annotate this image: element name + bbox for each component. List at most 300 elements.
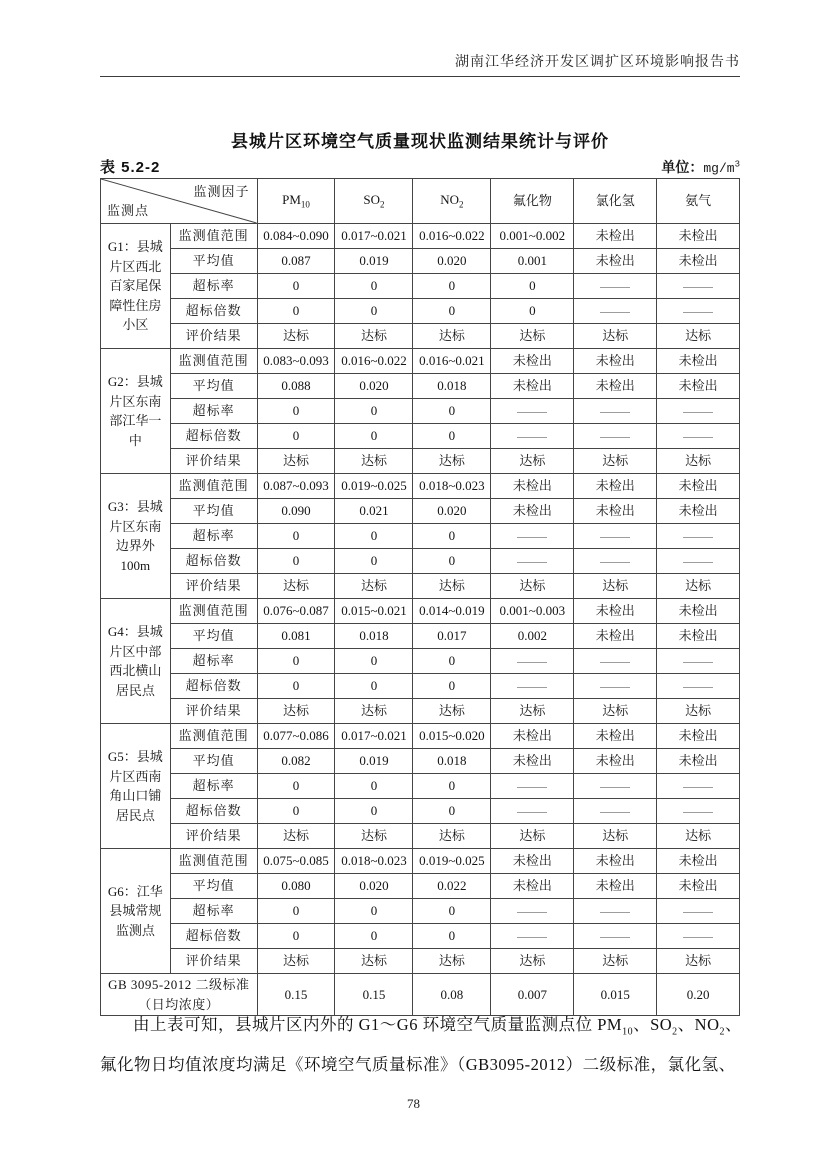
table-cell: 0.020 [413, 249, 491, 274]
row-label: 超标倍数 [170, 924, 257, 949]
table-cell: 0 [413, 424, 491, 449]
em-dash [600, 287, 630, 288]
table-cell: 0 [257, 549, 335, 574]
row-label: 评价结果 [170, 574, 257, 599]
page-number: 78 [407, 1096, 420, 1111]
table-cell: 未检出 [574, 224, 657, 249]
table-cell: 达标 [413, 824, 491, 849]
paragraph-text: 由上表可知，县城片区内外的 G1～G6 环境空气质量监测点位 PM [133, 1014, 623, 1034]
dash-cell [574, 549, 657, 574]
table-cell: 未检出 [574, 849, 657, 874]
table-cell: 未检出 [574, 499, 657, 524]
em-dash [600, 912, 630, 913]
monitor-point-label: G6：江华县城常规监测点 [101, 849, 171, 974]
table-cell: 0 [491, 274, 574, 299]
table-cell: 达标 [491, 324, 574, 349]
paragraph-text: 、氟化物日均值浓度均满足《环境空气质量标准》（GB3095-2012）二级标准，氯化氢、 [100, 1014, 742, 1074]
table-cell: 0 [335, 924, 413, 949]
table-cell: 达标 [335, 824, 413, 849]
table-cell: 达标 [413, 324, 491, 349]
table-cell: 0.15 [257, 974, 335, 1016]
em-dash [517, 787, 547, 788]
row-label: 监测值范围 [170, 474, 257, 499]
dash-cell [657, 799, 740, 824]
table-row [101, 274, 740, 299]
row-label: 平均值 [170, 499, 257, 524]
table-cell: 达标 [335, 324, 413, 349]
table-cell: 未检出 [491, 349, 574, 374]
table-row [101, 524, 740, 549]
table-cell: 达标 [574, 824, 657, 849]
dash-cell [657, 299, 740, 324]
table-cell: 0.001~0.002 [491, 224, 574, 249]
dash-cell [574, 774, 657, 799]
table-cell: 未检出 [491, 874, 574, 899]
corner-label-point: 监测点 [107, 202, 150, 218]
row-label: 平均值 [170, 749, 257, 774]
em-dash [600, 687, 630, 688]
table-cell: 0 [335, 399, 413, 424]
table-cell: 未检出 [491, 474, 574, 499]
unit-caption: 单位： [661, 159, 704, 175]
dash-cell [574, 424, 657, 449]
table-cell: 0 [257, 424, 335, 449]
table-cell: 0 [413, 274, 491, 299]
table-cell: 未检出 [657, 499, 740, 524]
table-row [101, 549, 740, 574]
table-cell: 0.087 [257, 249, 335, 274]
em-dash [600, 437, 630, 438]
table-row [101, 849, 740, 874]
em-dash [517, 937, 547, 938]
table-cell: 达标 [257, 574, 335, 599]
table-cell: 未检出 [657, 874, 740, 899]
table-cell: 0 [335, 774, 413, 799]
row-label: 监测值范围 [170, 724, 257, 749]
table-cell: 0.019~0.025 [335, 474, 413, 499]
table-cell: 0.020 [335, 874, 413, 899]
table-row [101, 749, 740, 774]
unit-value: mg/m [703, 161, 735, 176]
table-row [101, 674, 740, 699]
table-cell: 达标 [657, 824, 740, 849]
table-cell: 0 [257, 524, 335, 549]
table-cell: 达标 [413, 949, 491, 974]
table-cell: 0.022 [413, 874, 491, 899]
table-cell: 未检出 [657, 599, 740, 624]
dash-cell [491, 524, 574, 549]
table-row [101, 399, 740, 424]
table-row [101, 249, 740, 274]
table-cell: 0.080 [257, 874, 335, 899]
row-label: 平均值 [170, 249, 257, 274]
table-row [101, 799, 740, 824]
table-cell: 达标 [257, 449, 335, 474]
dash-cell [574, 924, 657, 949]
table-cell: 0.001~0.003 [491, 599, 574, 624]
table-cell: 未检出 [574, 724, 657, 749]
standard-label-line: GB 3095-2012 二级标准 [108, 977, 250, 992]
dash-cell [491, 399, 574, 424]
table-cell: 未检出 [491, 849, 574, 874]
table-cell: 0.019 [335, 249, 413, 274]
dash-cell [657, 674, 740, 699]
column-header: $PM_{10}$ [257, 179, 335, 224]
em-dash [683, 562, 713, 563]
table-cell: 0 [491, 299, 574, 324]
table-cell: 未检出 [657, 249, 740, 274]
table-cell: 达标 [491, 449, 574, 474]
dash-cell [574, 899, 657, 924]
table-cell: 未检出 [574, 374, 657, 399]
em-dash [517, 662, 547, 663]
table-cell: 未检出 [657, 349, 740, 374]
row-label: 平均值 [170, 374, 257, 399]
table-cell: 达标 [257, 824, 335, 849]
table-cell: 0.090 [257, 499, 335, 524]
table-cell: 0.016~0.021 [413, 349, 491, 374]
paragraph-text: 、NO [677, 1014, 720, 1034]
table-row [101, 449, 740, 474]
table-cell: 0.018 [335, 624, 413, 649]
dash-cell [657, 649, 740, 674]
table-cell: 0.081 [257, 624, 335, 649]
em-dash [600, 812, 630, 813]
table-cell: 0 [335, 299, 413, 324]
table-cell: 0 [257, 274, 335, 299]
em-dash [600, 412, 630, 413]
row-label: 超标率 [170, 899, 257, 924]
row-label: 平均值 [170, 874, 257, 899]
table-cell: 未检出 [657, 749, 740, 774]
table-cell: 0 [413, 549, 491, 574]
table-cell: 达标 [257, 949, 335, 974]
table-title: 县城片区环境空气质量现状监测结果统计与评价 [231, 132, 609, 151]
row-label: 评价结果 [170, 324, 257, 349]
dash-cell [574, 649, 657, 674]
table-row [101, 374, 740, 399]
table-cell: 0.020 [335, 374, 413, 399]
row-label: 超标倍数 [170, 549, 257, 574]
table-cell: 未检出 [491, 724, 574, 749]
em-dash [517, 562, 547, 563]
table-cell: 0.018 [413, 374, 491, 399]
table-meta [100, 151, 740, 177]
corner-label-factor: 监测因子 [193, 184, 250, 199]
em-dash [517, 412, 547, 413]
paragraph-subscript: 2 [672, 1025, 678, 1037]
em-dash [683, 662, 713, 663]
monitor-point-label: G5：县城片区西南角山口铺居民点 [101, 724, 171, 849]
body-paragraph [100, 1005, 742, 1086]
em-dash [683, 937, 713, 938]
table-cell: 达标 [657, 324, 740, 349]
table-cell: 达标 [574, 699, 657, 724]
paragraph-text: 、SO [633, 1014, 673, 1034]
table-cell: 达标 [335, 699, 413, 724]
dash-cell [574, 674, 657, 699]
table-cell: 达标 [413, 574, 491, 599]
dash-cell [491, 799, 574, 824]
table-row [101, 224, 740, 249]
monitor-point-label: G4：县城片区中部西北横山居民点 [101, 599, 171, 724]
column-header: 氨气 [657, 179, 740, 224]
dash-cell [657, 899, 740, 924]
row-label: 超标倍数 [170, 424, 257, 449]
table-cell: 0 [413, 524, 491, 549]
table-row [101, 324, 740, 349]
standard-label-line: （日均浓度） [138, 996, 220, 1012]
table-cell: 0.015~0.020 [413, 724, 491, 749]
table-cell: 0.019~0.025 [413, 849, 491, 874]
table-cell: 0 [335, 649, 413, 674]
table-cell: 达标 [491, 949, 574, 974]
table-cell: 达标 [574, 574, 657, 599]
row-label: 超标倍数 [170, 299, 257, 324]
row-label: 评价结果 [170, 949, 257, 974]
table-row [101, 599, 740, 624]
dash-cell [574, 799, 657, 824]
table-cell: 0.087~0.093 [257, 474, 335, 499]
em-dash [600, 312, 630, 313]
table-cell: 未检出 [574, 349, 657, 374]
table-cell: 0.002 [491, 624, 574, 649]
dash-cell [657, 274, 740, 299]
em-dash [517, 437, 547, 438]
table-cell: 0 [257, 924, 335, 949]
dash-cell [491, 924, 574, 949]
table-row [101, 699, 740, 724]
dash-cell [574, 299, 657, 324]
table-cell: 0 [335, 674, 413, 699]
table-cell: 0 [335, 524, 413, 549]
table-cell: 未检出 [657, 849, 740, 874]
table-cell: 未检出 [574, 249, 657, 274]
paragraph-subscript: 10 [622, 1025, 634, 1037]
em-dash [683, 812, 713, 813]
table-header-row [101, 179, 740, 224]
table-cell: 达标 [574, 949, 657, 974]
em-dash [517, 912, 547, 913]
em-dash [517, 537, 547, 538]
em-dash [600, 662, 630, 663]
table-row [101, 299, 740, 324]
dash-cell [491, 549, 574, 574]
table-cell: 0.017 [413, 624, 491, 649]
row-label: 超标率 [170, 774, 257, 799]
table-cell: 0 [257, 649, 335, 674]
table-cell: 0.083~0.093 [257, 349, 335, 374]
table-cell: 0 [257, 899, 335, 924]
dash-cell [491, 424, 574, 449]
header-divider [100, 76, 740, 77]
dash-cell [657, 524, 740, 549]
table-cell: 达标 [491, 574, 574, 599]
column-header: 氯化氢 [574, 179, 657, 224]
table-row [101, 499, 740, 524]
dash-cell [491, 674, 574, 699]
table-cell: 0 [335, 424, 413, 449]
table-cell: 0.018~0.023 [413, 474, 491, 499]
table-cell: 0.018~0.023 [335, 849, 413, 874]
table-cell: 未检出 [491, 374, 574, 399]
row-label: 超标率 [170, 274, 257, 299]
table-cell: 0 [257, 774, 335, 799]
em-dash [683, 912, 713, 913]
table-cell: 0.018 [413, 749, 491, 774]
table-cell: 达标 [335, 449, 413, 474]
table-cell: 0.020 [413, 499, 491, 524]
table-row [101, 349, 740, 374]
dash-cell [491, 774, 574, 799]
table-row [101, 899, 740, 924]
row-label: 超标率 [170, 649, 257, 674]
table-cell: 0 [257, 799, 335, 824]
table-cell: 达标 [574, 324, 657, 349]
table-cell: 0 [335, 799, 413, 824]
monitor-point-label: G2：县城片区东南部江华一中 [101, 349, 171, 474]
table-row [101, 474, 740, 499]
table-cell: 未检出 [574, 474, 657, 499]
corner-header-cell [101, 179, 258, 224]
column-header: 氟化物 [491, 179, 574, 224]
table-body [101, 224, 740, 1016]
paragraph-subscript: 2 [719, 1025, 725, 1037]
em-dash [517, 812, 547, 813]
table-cell: 0.084~0.090 [257, 224, 335, 249]
table-cell: 0.076~0.087 [257, 599, 335, 624]
table-cell: 达标 [335, 949, 413, 974]
row-label: 评价结果 [170, 449, 257, 474]
table-cell: 达标 [413, 699, 491, 724]
table-cell: 0 [413, 299, 491, 324]
em-dash [683, 312, 713, 313]
em-dash [683, 287, 713, 288]
table-unit [661, 157, 740, 177]
table-cell: 0.014~0.019 [413, 599, 491, 624]
table-cell: 未检出 [657, 624, 740, 649]
table-cell: 0.016~0.022 [335, 349, 413, 374]
em-dash [600, 537, 630, 538]
table-row [101, 624, 740, 649]
table-cell: 0 [413, 799, 491, 824]
row-label: 超标率 [170, 524, 257, 549]
table-cell: 达标 [657, 949, 740, 974]
dash-cell [657, 549, 740, 574]
table-cell: 未检出 [491, 499, 574, 524]
table-cell: 达标 [413, 449, 491, 474]
table-cell: 未检出 [657, 474, 740, 499]
table-cell: 0.015~0.021 [335, 599, 413, 624]
table-row [101, 649, 740, 674]
table-number-label: 表 5.2-2 [100, 159, 161, 176]
table-cell: 0.08 [413, 974, 491, 1016]
em-dash [600, 937, 630, 938]
dash-cell [574, 274, 657, 299]
dash-cell [657, 399, 740, 424]
table-row [101, 774, 740, 799]
table-row [101, 824, 740, 849]
table-cell: 0.088 [257, 374, 335, 399]
table-cell: 未检出 [657, 724, 740, 749]
em-dash [683, 787, 713, 788]
table-cell: 0.001 [491, 249, 574, 274]
row-label: 平均值 [170, 624, 257, 649]
table-cell: 0 [257, 299, 335, 324]
table-cell: 0.20 [657, 974, 740, 1016]
row-label: 监测值范围 [170, 224, 257, 249]
table-cell: 0 [413, 674, 491, 699]
dash-cell [574, 524, 657, 549]
document-header-title: 湖南江华经济开发区调扩区环境影响报告书 [455, 55, 740, 70]
table-cell: 0.021 [335, 499, 413, 524]
table-cell: 达标 [574, 449, 657, 474]
row-label: 监测值范围 [170, 599, 257, 624]
table-cell: 达标 [257, 699, 335, 724]
monitoring-results-table [100, 178, 740, 1016]
unit-exponent: 3 [734, 159, 740, 170]
row-label: 评价结果 [170, 699, 257, 724]
table-cell: 未检出 [657, 374, 740, 399]
row-label: 监测值范围 [170, 849, 257, 874]
table-cell: 0.077~0.086 [257, 724, 335, 749]
table-cell: 0 [335, 274, 413, 299]
table-row [101, 574, 740, 599]
table-row [101, 424, 740, 449]
table-cell: 未检出 [574, 874, 657, 899]
row-label: 评价结果 [170, 824, 257, 849]
dash-cell [657, 774, 740, 799]
table-cell: 0.019 [335, 749, 413, 774]
monitor-point-label: G1：县城片区西北百家尾保障性住房小区 [101, 224, 171, 349]
table-cell: 达标 [657, 699, 740, 724]
table-cell: 0.017~0.021 [335, 224, 413, 249]
monitor-point-label: G3：县城片区东南边界外100m [101, 474, 171, 599]
table-cell: 0 [335, 549, 413, 574]
em-dash [683, 687, 713, 688]
column-header: $SO_2$ [335, 179, 413, 224]
table-row [101, 949, 740, 974]
table-cell: 未检出 [574, 599, 657, 624]
em-dash [517, 687, 547, 688]
table-cell: 达标 [257, 324, 335, 349]
table-cell: 达标 [657, 574, 740, 599]
column-header: $NO_2$ [413, 179, 491, 224]
table-cell: 未检出 [574, 749, 657, 774]
table-cell: 0.016~0.022 [413, 224, 491, 249]
table-row [101, 874, 740, 899]
table-cell: 0 [413, 899, 491, 924]
table-cell: 0.082 [257, 749, 335, 774]
row-label: 超标率 [170, 399, 257, 424]
table-cell: 0 [335, 899, 413, 924]
table-cell: 0.007 [491, 974, 574, 1016]
table-cell: 0 [413, 399, 491, 424]
em-dash [683, 537, 713, 538]
table-cell: 未检出 [574, 624, 657, 649]
table-cell: 达标 [491, 699, 574, 724]
row-label: 监测值范围 [170, 349, 257, 374]
table-cell: 未检出 [657, 224, 740, 249]
table-cell: 0 [257, 674, 335, 699]
row-label: 超标倍数 [170, 799, 257, 824]
table-cell: 0 [257, 399, 335, 424]
dash-cell [491, 649, 574, 674]
table-cell: 0 [413, 774, 491, 799]
table-cell: 0.15 [335, 974, 413, 1016]
table-row [101, 924, 740, 949]
row-label: 超标倍数 [170, 674, 257, 699]
